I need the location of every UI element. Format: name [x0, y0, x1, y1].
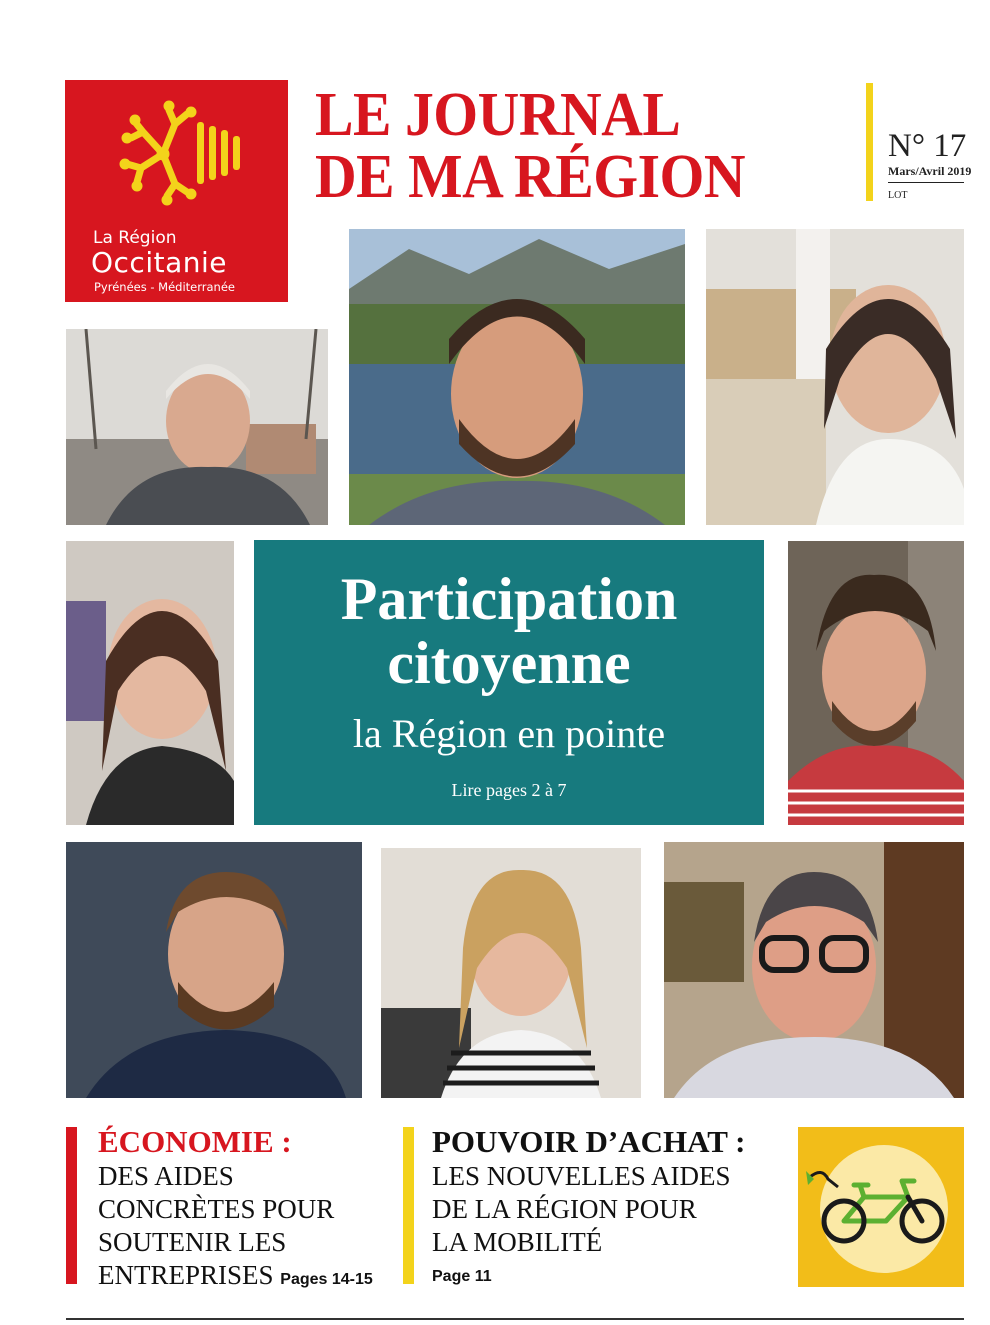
pouvoir-body — [432, 1160, 731, 1259]
portrait-photo-7 — [381, 848, 641, 1098]
portrait-photo-4 — [66, 541, 234, 825]
journal-title-line1: LE JOURNAL — [315, 81, 681, 149]
feature-title-line2: citoyenne — [387, 630, 631, 696]
economie-pages[interactable]: Pages 14-15 — [280, 1271, 373, 1288]
pouvoir-line: DE LA RÉGION POUR — [432, 1194, 697, 1224]
economie-line: ENTREPRISES Pages 14-15 — [98, 1260, 373, 1290]
region-logo — [65, 80, 288, 302]
journal-title-line2: DE MA RÉGION — [315, 143, 746, 211]
economie-line: CONCRÈTES POUR — [98, 1194, 335, 1224]
pouvoir-line: LES NOUVELLES AIDES — [432, 1161, 731, 1191]
electric-bike-icon — [798, 1127, 964, 1287]
logo-pyrenees: Pyrénées - Méditerranée — [94, 280, 235, 294]
pouvoir-pages[interactable]: Page 11 — [432, 1268, 492, 1285]
economie-title: ÉCONOMIE : — [98, 1124, 292, 1159]
economie-line: SOUTENIR LES — [98, 1227, 287, 1257]
portrait-photo-2 — [349, 229, 685, 525]
feature-title-line1: Participation — [340, 566, 678, 632]
edition-label: LOT — [888, 190, 908, 201]
pouvoir-accent-bar — [403, 1127, 414, 1284]
pouvoir-title: POUVOIR D’ACHAT : — [432, 1124, 746, 1159]
economie-accent-bar — [66, 1127, 77, 1284]
portrait-photo-1 — [66, 329, 328, 525]
issue-rule — [888, 182, 964, 183]
logo-la-region: La Région — [93, 228, 177, 248]
portrait-photo-8 — [664, 842, 964, 1098]
bike-illustration — [798, 1127, 964, 1287]
feature-subtitle: la Région en pointe — [352, 711, 666, 756]
masthead-divider — [866, 83, 873, 201]
portrait-photo-6 — [66, 842, 362, 1098]
issue-number: N° 17 — [888, 128, 967, 164]
portrait-photo-5 — [788, 541, 964, 825]
feature-box — [254, 540, 764, 825]
bottom-rule — [66, 1318, 964, 1320]
economie-line: DES AIDES — [98, 1161, 234, 1191]
feature-read-more[interactable]: Lire pages 2 à 7 — [451, 780, 567, 800]
economie-body — [98, 1160, 373, 1296]
occitanie-cross-icon — [105, 92, 255, 227]
portrait-photo-3 — [706, 229, 964, 525]
pouvoir-line: LA MOBILITÉ — [432, 1227, 603, 1257]
issue-date: Mars/Avril 2019 — [888, 164, 972, 178]
logo-occitanie: Occitanie — [91, 246, 227, 279]
